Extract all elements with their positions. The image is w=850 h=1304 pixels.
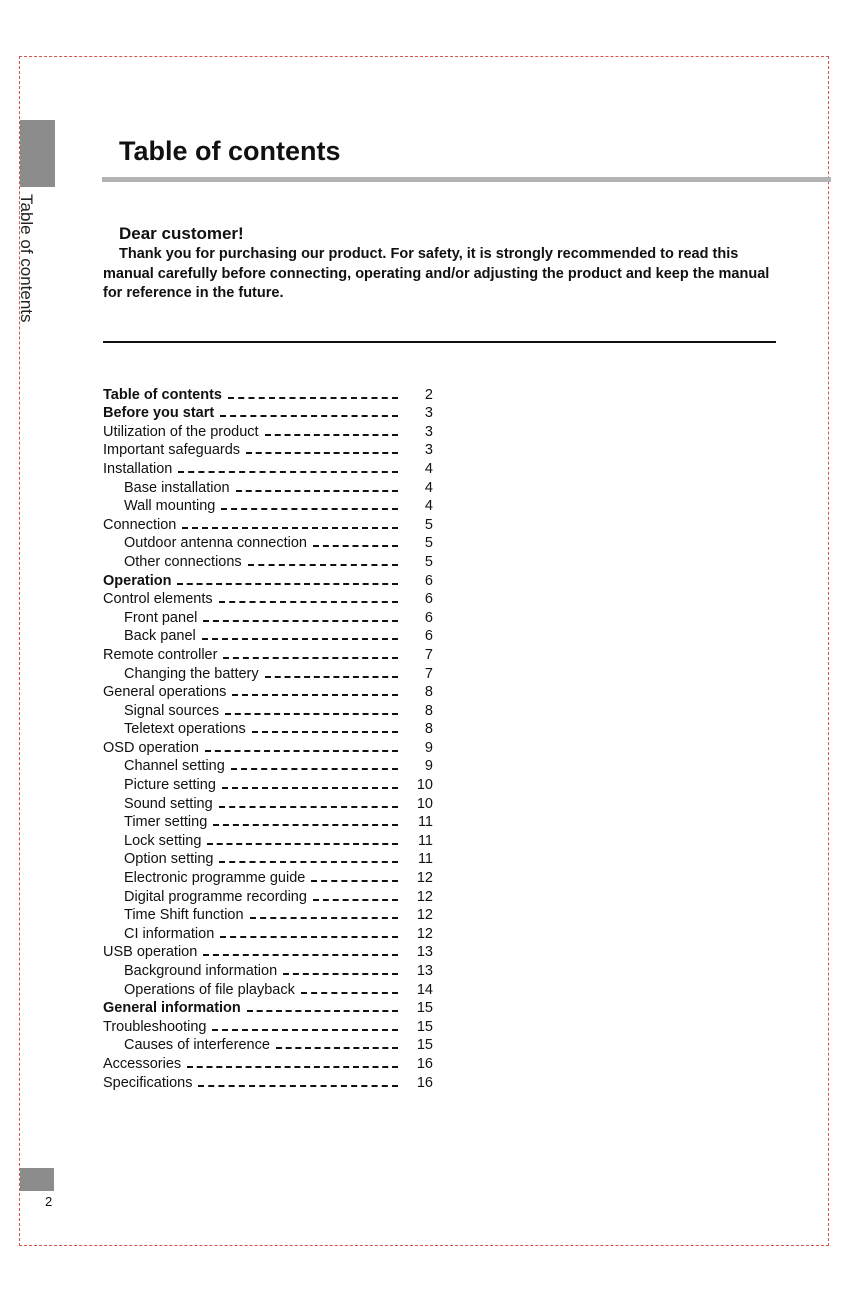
- toc-entry-page: 15: [416, 1018, 433, 1035]
- toc-entry-label: Table of contents: [103, 386, 222, 403]
- toc-leader: [202, 638, 398, 640]
- toc-leader: [228, 397, 398, 399]
- toc-leader: [178, 471, 398, 473]
- toc-entry-label: Outdoor antenna connection: [124, 535, 307, 552]
- toc-entry[interactable]: [103, 514, 433, 533]
- toc-entry-label: OSD operation: [103, 739, 199, 756]
- toc-leader: [250, 917, 398, 919]
- toc-leader: [198, 1085, 398, 1087]
- toc-entry-label: Specifications: [103, 1074, 193, 1091]
- page-title: Table of contents: [119, 136, 341, 166]
- toc-leader: [231, 768, 398, 770]
- toc-entry-label: Digital programme recording: [124, 888, 307, 905]
- toc-entry[interactable]: [103, 477, 433, 496]
- toc-entry-page: 8: [424, 684, 433, 701]
- toc-entry-page: 11: [417, 832, 433, 849]
- toc-entry-label: Base installation: [124, 479, 230, 496]
- toc-entry-page: 16: [416, 1055, 433, 1072]
- toc-entry-page: 16: [416, 1074, 433, 1091]
- toc-leader: [301, 992, 398, 994]
- toc-entry-label: Accessories: [103, 1055, 182, 1072]
- toc-leader: [219, 861, 398, 863]
- toc-entry[interactable]: [103, 719, 433, 738]
- toc-entry[interactable]: [103, 570, 433, 589]
- toc-entry-page: 3: [424, 423, 433, 440]
- toc-entry[interactable]: [103, 440, 433, 459]
- toc-entry[interactable]: [103, 403, 433, 422]
- toc-leader: [223, 657, 398, 659]
- toc-entry-label: Signal sources: [124, 702, 220, 719]
- toc-entry-label: Important safeguards: [103, 442, 241, 459]
- toc-leader: [177, 583, 398, 585]
- toc-entry[interactable]: [103, 774, 433, 793]
- toc-leader: [313, 545, 398, 547]
- toc-leader: [220, 415, 398, 417]
- toc-entry-label: Other connections: [124, 553, 242, 570]
- side-section-label: Table of contents: [17, 194, 36, 323]
- toc-entry[interactable]: [103, 421, 433, 440]
- toc-entry[interactable]: [103, 886, 433, 905]
- toc-entry[interactable]: [103, 384, 433, 403]
- toc-leader: [232, 694, 398, 696]
- toc-entry-label: Installation: [103, 460, 173, 477]
- toc-entry-page: 10: [416, 777, 433, 794]
- toc-entry-page: 6: [424, 591, 433, 608]
- toc-leader: [222, 787, 398, 789]
- toc-leader: [283, 973, 398, 975]
- toc-entry-page: 3: [424, 442, 433, 459]
- toc-entry-label: Utilization of the product: [103, 423, 259, 440]
- toc-entry-label: Connection: [103, 516, 177, 533]
- toc-entry[interactable]: [103, 979, 433, 998]
- toc-entry-label: Electronic programme guide: [124, 870, 306, 887]
- toc-entry[interactable]: [103, 533, 433, 552]
- toc-entry-label: Teletext operations: [124, 721, 246, 738]
- toc-entry[interactable]: [103, 551, 433, 570]
- toc-entry-label: General information: [103, 1000, 241, 1017]
- toc-entry[interactable]: [103, 458, 433, 477]
- toc-entry[interactable]: [103, 626, 433, 645]
- toc-entry[interactable]: [103, 923, 433, 942]
- toc-entry[interactable]: [103, 812, 433, 831]
- toc-entry[interactable]: [103, 682, 433, 701]
- toc-entry-page: 6: [424, 609, 433, 626]
- toc-entry-label: Before you start: [103, 405, 215, 422]
- section-divider: [103, 341, 776, 343]
- toc-entry-page: 4: [424, 479, 433, 496]
- toc-leader: [187, 1066, 398, 1068]
- toc-entry-page: 7: [424, 646, 433, 663]
- toc-entry[interactable]: [103, 998, 433, 1017]
- toc-leader: [252, 731, 398, 733]
- toc-entry-page: 7: [424, 665, 433, 682]
- toc-entry-label: Picture setting: [124, 777, 216, 794]
- toc-list: [103, 384, 433, 1091]
- toc-entry-label: General operations: [103, 684, 227, 701]
- toc-entry-label: Back panel: [124, 628, 196, 645]
- toc-entry-label: Background information: [124, 963, 278, 979]
- toc-entry-page: 12: [416, 870, 433, 887]
- toc-entry-label: Operations of file playback: [124, 981, 295, 998]
- title-underline: [102, 177, 831, 182]
- toc-entry[interactable]: [103, 589, 433, 608]
- toc-entry-label: Remote controller: [103, 646, 218, 663]
- toc-entry[interactable]: [103, 942, 433, 961]
- toc-leader: [219, 806, 398, 808]
- toc-entry[interactable]: [103, 1053, 433, 1072]
- toc-entry-label: Operation: [103, 572, 172, 589]
- toc-entry-label: Causes of interference: [124, 1037, 270, 1054]
- toc-entry-page: 4: [424, 498, 433, 515]
- toc-entry-page: 15: [416, 1037, 433, 1054]
- toc-leader: [248, 564, 398, 566]
- toc-leader: [311, 880, 398, 882]
- toc-entry[interactable]: [103, 1035, 433, 1054]
- toc-entry-page: 13: [416, 963, 433, 979]
- toc-entry[interactable]: [103, 867, 433, 886]
- toc-entry-page: 13: [416, 944, 433, 961]
- toc-entry-label: CI information: [124, 925, 215, 942]
- toc-entry-label: Time Shift function: [124, 907, 244, 924]
- toc-leader: [182, 527, 398, 529]
- toc-entry-page: 4: [424, 460, 433, 477]
- toc-leader: [207, 843, 398, 845]
- toc-entry-page: 14: [416, 981, 433, 998]
- toc-entry-page: 8: [424, 702, 433, 719]
- side-tab-marker: [20, 120, 55, 187]
- toc-entry-page: 10: [416, 795, 433, 812]
- toc-entry[interactable]: [103, 737, 433, 756]
- toc-entry[interactable]: [103, 700, 433, 719]
- toc-entry-page: 15: [416, 1000, 433, 1017]
- toc-leader: [205, 750, 398, 752]
- toc-entry-page: 5: [424, 553, 433, 570]
- toc-leader: [246, 452, 398, 454]
- toc-entry-page: 6: [424, 572, 433, 589]
- toc-entry[interactable]: [103, 849, 433, 868]
- toc-entry-page: 12: [416, 907, 433, 924]
- toc-leader: [203, 620, 398, 622]
- toc-entry-label: USB operation: [103, 944, 198, 961]
- toc-leader: [236, 490, 398, 492]
- toc-entry[interactable]: [103, 756, 433, 775]
- toc-leader: [225, 713, 398, 715]
- toc-entry-page: 2: [424, 386, 433, 403]
- toc-entry-label: Front panel: [124, 609, 198, 626]
- toc-entry-label: Wall mounting: [124, 498, 216, 515]
- toc-leader: [221, 508, 398, 510]
- toc-entry-label: Channel setting: [124, 758, 225, 775]
- page-number: 2: [45, 1194, 53, 1209]
- toc-entry[interactable]: [103, 1072, 433, 1091]
- toc-entry-label: Option setting: [124, 851, 214, 868]
- toc-leader: [265, 676, 398, 678]
- toc-entry-page: 8: [424, 721, 433, 738]
- toc-entry[interactable]: [103, 663, 433, 682]
- toc-entry-label: Control elements: [103, 591, 213, 608]
- toc-entry-page: 11: [417, 851, 433, 868]
- toc-leader: [203, 954, 398, 956]
- toc-entry-page: 5: [424, 516, 433, 533]
- toc-leader: [276, 1047, 398, 1049]
- greeting: Dear customer!: [119, 224, 244, 243]
- toc-entry-page: 12: [416, 925, 433, 942]
- toc-leader: [313, 899, 398, 901]
- toc-entry-label: Troubleshooting: [103, 1018, 207, 1035]
- toc-entry-page: 5: [424, 535, 433, 552]
- toc-entry-page: 9: [424, 758, 433, 775]
- toc-leader: [220, 936, 398, 938]
- page-number-marker: [20, 1168, 54, 1191]
- toc-entry[interactable]: [103, 905, 433, 924]
- toc-leader: [213, 824, 398, 826]
- toc-entry-page: 12: [416, 888, 433, 905]
- toc-entry[interactable]: [103, 960, 433, 979]
- toc-entry-label: Changing the battery: [124, 665, 259, 682]
- toc-entry-page: 11: [417, 814, 433, 831]
- toc-leader: [212, 1029, 398, 1031]
- toc-entry[interactable]: [103, 830, 433, 849]
- toc-leader: [247, 1010, 398, 1012]
- toc-entry[interactable]: [103, 644, 433, 663]
- toc-leader: [219, 601, 398, 603]
- toc-entry[interactable]: [103, 793, 433, 812]
- toc-entry-page: 9: [424, 739, 433, 756]
- toc-entry-label: Lock setting: [124, 832, 202, 849]
- toc-entry[interactable]: [103, 1016, 433, 1035]
- toc-entry-page: 6: [424, 628, 433, 645]
- toc-entry-page: 3: [424, 405, 433, 422]
- toc-leader: [265, 434, 398, 436]
- toc-entry-label: Timer setting: [124, 814, 208, 831]
- toc-entry[interactable]: [103, 496, 433, 515]
- toc-entry-label: Sound setting: [124, 795, 213, 812]
- intro-paragraph: Thank you for purchasing our product. For safety, it is strongly recommended to read this manual carefully before connecting, operating and/or adjusting the product and keep the manual for reference in the future.: [103, 246, 770, 301]
- toc-entry[interactable]: [103, 607, 433, 626]
